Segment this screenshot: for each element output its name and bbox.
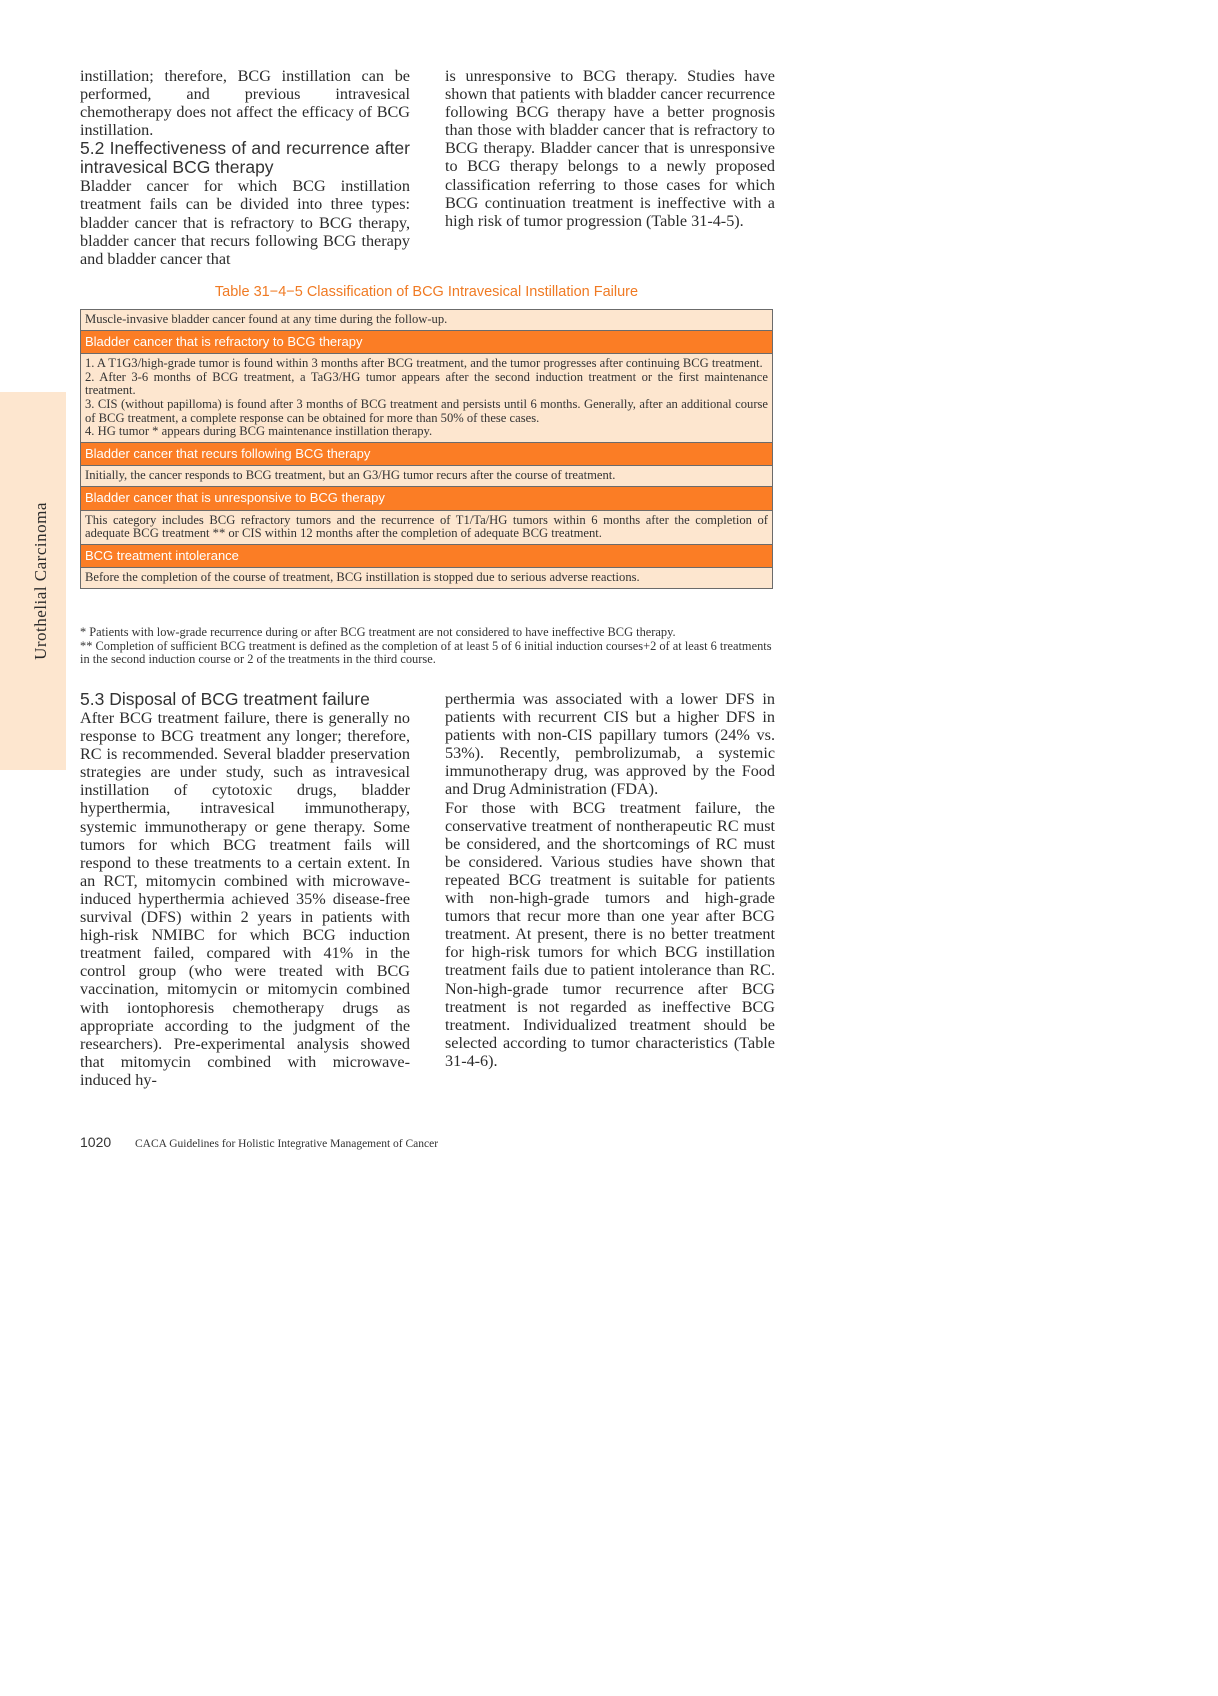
table-section-body [81,353,772,442]
table-section-header: Bladder cancer that recurs following BCG therapy [81,442,772,466]
page-footer [80,1134,438,1150]
table-line: 3. CIS (without papilloma) is found after 3 months of BCG treatment and persists until 6 months. Generally, after an additional course of BCG treatment, a complete response can be obtained for more than 50% of these cases. [85,396,768,425]
chapter-side-tab [0,392,66,770]
table-section-header: BCG treatment intolerance [81,544,772,568]
section-5-2-paragraph: Bladder cancer for which BCG instillation treatment fails can be divided into three types: bladder cancer that is refractory to BCG therapy, bladder cancer that recurs following BCG therapy and bladder cancer that [80,177,410,268]
section-5-3-paragraph-continued: perthermia was associated with a lower DFS in patients with recurrent CIS but a higher DFS in patients with non-CIS papillary tumors (24% vs. 53%). Recently, pembrolizumab, a systemic immunotherapy drug, was approved by the Food and Drug Administration (FDA). [445,690,775,799]
table-title: Table 31−4−5 Classification of BCG Intravesical Instillation Failure [214,284,639,300]
top-left-column [80,67,410,268]
chapter-side-tab-label: Urothelial Carcinoma [31,502,50,660]
table-line: 4. HG tumor * appears during BCG maintenance instillation therapy. [85,424,433,439]
section-5-3-heading: 5.3 Disposal of BCG treatment failure [80,689,370,709]
section-5-3-paragraph: After BCG treatment failure, there is generally no response to BCG treatment any longer; therefore, RC is recommended. Several bladder preservation strategies are under study, such as intravesical instillation of cytotoxic drugs, bladder hyperthermia, intravesical immunotherapy, systemic immunotherapy or gene therapy. Some tumors for which BCG treatment fails will respond to these treatments to a certain extent. In an RCT, mitomycin combined with microwave-induced hyperthermia achieved 35% disease-free survival (DFS) within 2 years in patients with high-risk NMIBC for which BCG induction treatment failed, compared with 41% in the control group (who were treated with BCG vaccination, mitomycin or mitomycin combined with iontophoresis chemotherapy drugs as appropriate according to the judgment of the researchers). Pre-experimental analysis showed that mitomycin combined with microwave-induced hy- [80,709,410,1089]
table-section-body [81,465,772,486]
table-note: * Patients with low-grade recurrence during or after BCG treatment are not considered to have ineffective BCG therapy. [80,625,676,639]
bottom-left-column [80,690,410,1089]
table-line: Before the completion of the course of treatment, BCG instillation is stopped due to serious adverse reactions. [85,570,640,585]
page-number: 1020 [80,1134,112,1150]
section-5-2-paragraph-continued: is unresponsive to BCG therapy. Studies have shown that patients with bladder cancer recurrence following BCG therapy have a better prognosis than those with bladder cancer that is refractory to BCG therapy. Bladder cancer that is unresponsive to BCG therapy belongs to a newly proposed classification referring to those cases for which BCG continuation treatment is ineffective with a high risk of tumor progression (Table 31-4-5). [445,67,775,230]
table-line: This category includes BCG refractory tumors and the recurrence of T1/Ta/HG tumors within 6 months after the completion of adequate BCG treatment ** or CIS within 12 months after the completion of adequate BCG treatment. [85,512,768,541]
table-section-header: Bladder cancer that is unresponsive to BCG therapy [81,486,772,510]
table-section-body [81,567,772,588]
table-intro-row [81,310,772,330]
table-line: 2. After 3-6 months of BCG treatment, a TaG3/HG tumor appears after the second induction treatment or the first maintenance treatment. [85,369,768,398]
book-title: CACA Guidelines for Holistic Integrative Management of Cancer [135,1138,439,1150]
table-line: 1. A T1G3/high-grade tumor is found within 3 months after BCG treatment, and the tumor progresses after continuing BCG treatment. [85,356,763,371]
top-right-column [445,67,775,230]
section-5-3-paragraph-2: For those with BCG treatment failure, the conservative treatment of nontherapeutic RC must be considered, and the shortcomings of RC must be considered. Various studies have shown that repeated BCG treatment is suitable for patients with non-high-grade tumors and high-grade tumors that recur more than one year after BCG treatment. At present, there is no better treatment for high-risk tumors for which BCG instillation treatment fails due to patient intolerance than RC. Non-high-grade tumor recurrence after BCG treatment is not regarded as ineffective BCG treatment. Individualized treatment should be selected according to tumor characteristics (Table 31-4-6). [445,798,775,1070]
table-section-header: Bladder cancer that is refractory to BCG therapy [81,330,772,354]
table-cell: Muscle-invasive bladder cancer found at any time during the follow-up. [85,312,448,326]
bottom-right-column [445,690,775,1070]
intro-paragraph: instillation; therefore, BCG instillation can be performed, and previous intravesical chemotherapy does not affect the efficacy of BCG instillation. [80,67,410,140]
classification-table [80,309,773,589]
table-line: Initially, the cancer responds to BCG treatment, but an G3/HG tumor recurs after the course of treatment. [85,468,616,483]
table-note: ** Completion of sufficient BCG treatment is defined as the completion of at least 5 of 6 initial induction courses+2 of at least 6 treatments in the second induction course or 2 of the treatments in the third course. [80,638,772,666]
section-5-2-heading: 5.2 Ineffectiveness of and recurrence after intravesical BCG therapy [80,138,410,178]
table-section-body [81,510,772,544]
table-notes [80,626,773,667]
